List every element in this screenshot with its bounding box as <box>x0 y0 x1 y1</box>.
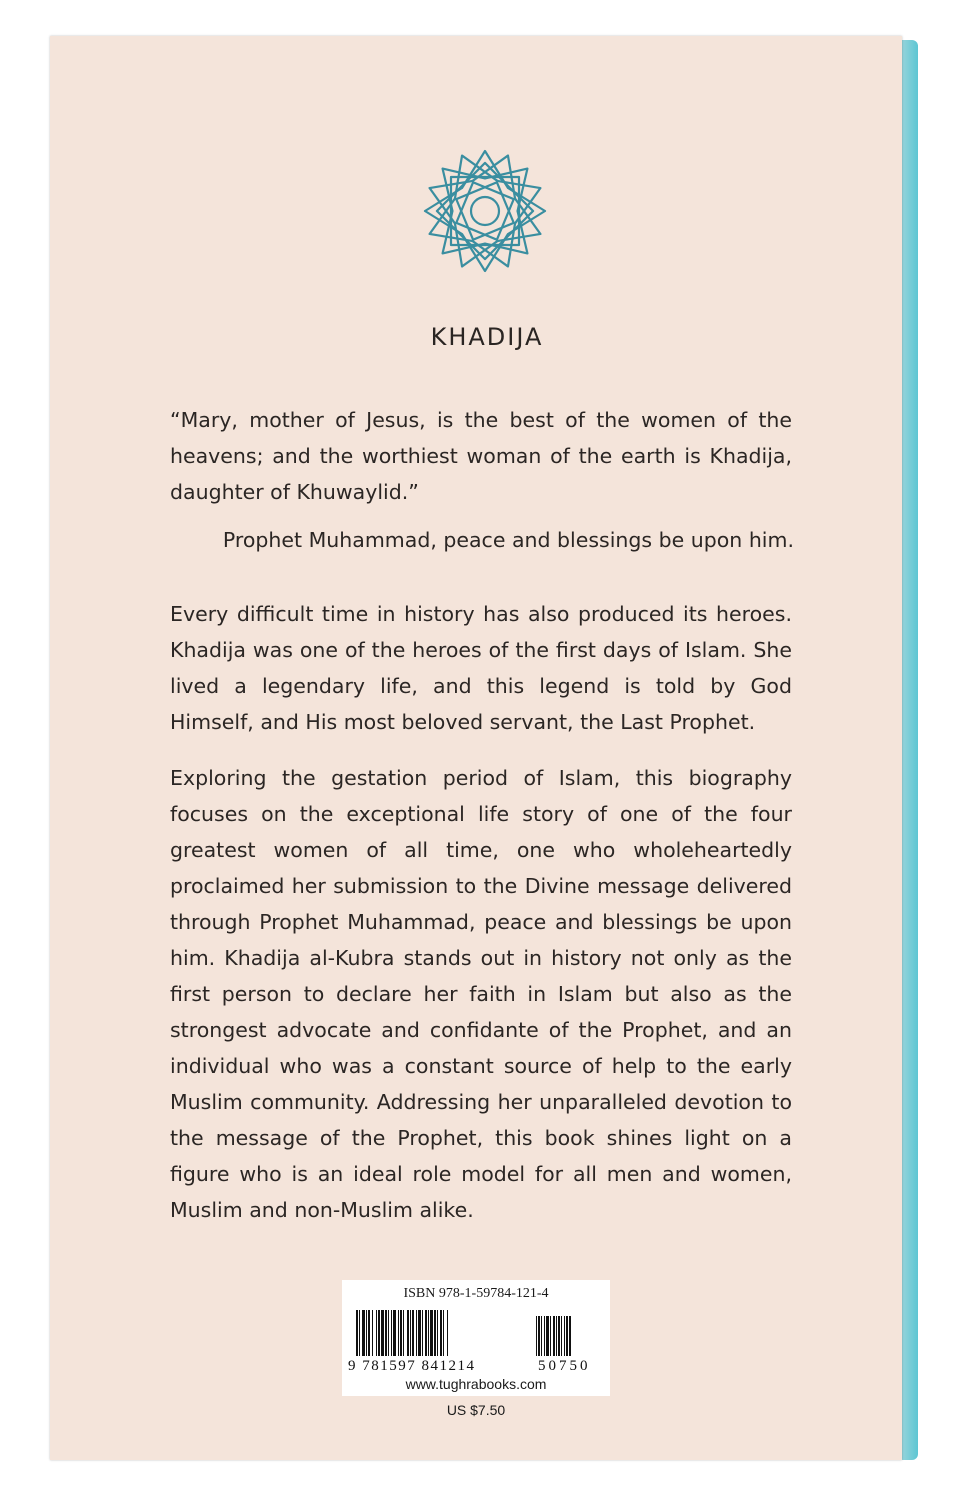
barcode-bar <box>412 1310 414 1356</box>
geometric-rosette-icon <box>418 144 552 278</box>
barcode-addon-bar <box>556 1316 557 1356</box>
quote-attribution: Prophet Muhammad, peace and blessings be upon him. <box>222 528 794 552</box>
barcode-bar <box>366 1310 367 1356</box>
prophet-quote: “Mary, mother of Jesus, is the best of the women of the heavens; and the worthiest woman of the earth is Khadija, daughter of Khuwaylid.” <box>170 408 792 504</box>
barcode-bar <box>362 1310 365 1356</box>
barcode-bar <box>430 1310 433 1356</box>
barcode-addon-bar <box>541 1316 542 1356</box>
barcode-bar <box>407 1310 409 1356</box>
barcode-bar <box>422 1310 423 1356</box>
barcode-addon-bar <box>536 1316 537 1356</box>
barcode-bar <box>388 1310 389 1356</box>
barcode-bar <box>434 1310 436 1356</box>
barcode-bar <box>400 1310 402 1356</box>
barcode-bar <box>447 1310 448 1356</box>
barcode-bar <box>418 1310 421 1356</box>
isbn-text: ISBN 978-1-59784-121-4 <box>403 1286 549 1301</box>
publisher-website: www.tughrabooks.com <box>405 1376 547 1392</box>
barcode-bars <box>352 1310 602 1358</box>
barcode-bar <box>437 1310 438 1356</box>
barcode-bar <box>416 1310 417 1356</box>
barcode-addon-bar <box>569 1316 571 1356</box>
barcode-bar <box>393 1310 396 1356</box>
barcode-bar <box>381 1310 384 1356</box>
barcode-addon-digits: 50750 <box>538 1358 591 1374</box>
barcode-bar <box>398 1310 399 1356</box>
barcode-bar <box>391 1310 392 1356</box>
barcode-bar <box>378 1310 380 1356</box>
barcode-bar <box>403 1310 404 1356</box>
barcode-bar <box>368 1310 370 1356</box>
book-title: KHADIJA <box>430 323 544 351</box>
barcode-addon-bar <box>546 1316 549 1356</box>
barcode-bar <box>359 1310 360 1356</box>
barcode-bar <box>376 1310 377 1356</box>
barcode-addon-bar <box>561 1316 562 1356</box>
barcode-addon-bar <box>550 1316 551 1356</box>
barcode-addon-bar <box>558 1316 560 1356</box>
barcode-bar <box>443 1310 444 1356</box>
barcode-label <box>342 1280 610 1396</box>
barcode-bar <box>428 1310 429 1356</box>
blurb-paragraph-2: Exploring the gestation period of Islam, this biography focuses on the exceptional life story of one of the four greatest women of all time, one who wholeheartedly proclaimed her submission to the Divine message delivered through Prophet Muhammad, peace and blessings be upon him. Khadija al-Kubra stands out in history not only as the first person to declare her faith in Islam but also as the strongest advocate and confidante of the Prophet, and an individual who was a constant source of help to the early Muslim community. Addressing her unparalleled devotion to the message of the Prophet, this book shines light on a figure who is an ideal role model for all men and women, Muslim and non-Muslim alike. <box>170 766 792 1222</box>
barcode-addon-bar <box>538 1316 540 1356</box>
barcode-bar <box>410 1310 411 1356</box>
barcode-addon-bar <box>564 1316 565 1356</box>
barcode-bar <box>372 1310 373 1356</box>
price-label: US $7.50 <box>446 1402 506 1418</box>
barcode-digits: 9 781597 841214 <box>348 1358 476 1374</box>
barcode-bar <box>425 1310 427 1356</box>
barcode-bar <box>356 1310 358 1356</box>
barcode-addon-bar <box>566 1316 568 1356</box>
blurb-paragraph-1: Every difficult time in history has also produced its heroes. Khadija was one of the heroes of the first days of Islam. She lived a legendary life, and this legend is told by God Himself, and His most beloved servant, the Last Prophet. <box>170 602 792 734</box>
barcode-addon-bar <box>544 1316 545 1356</box>
barcode-addon-bar <box>553 1316 555 1356</box>
barcode-bar <box>385 1310 387 1356</box>
barcode-bar <box>440 1310 442 1356</box>
